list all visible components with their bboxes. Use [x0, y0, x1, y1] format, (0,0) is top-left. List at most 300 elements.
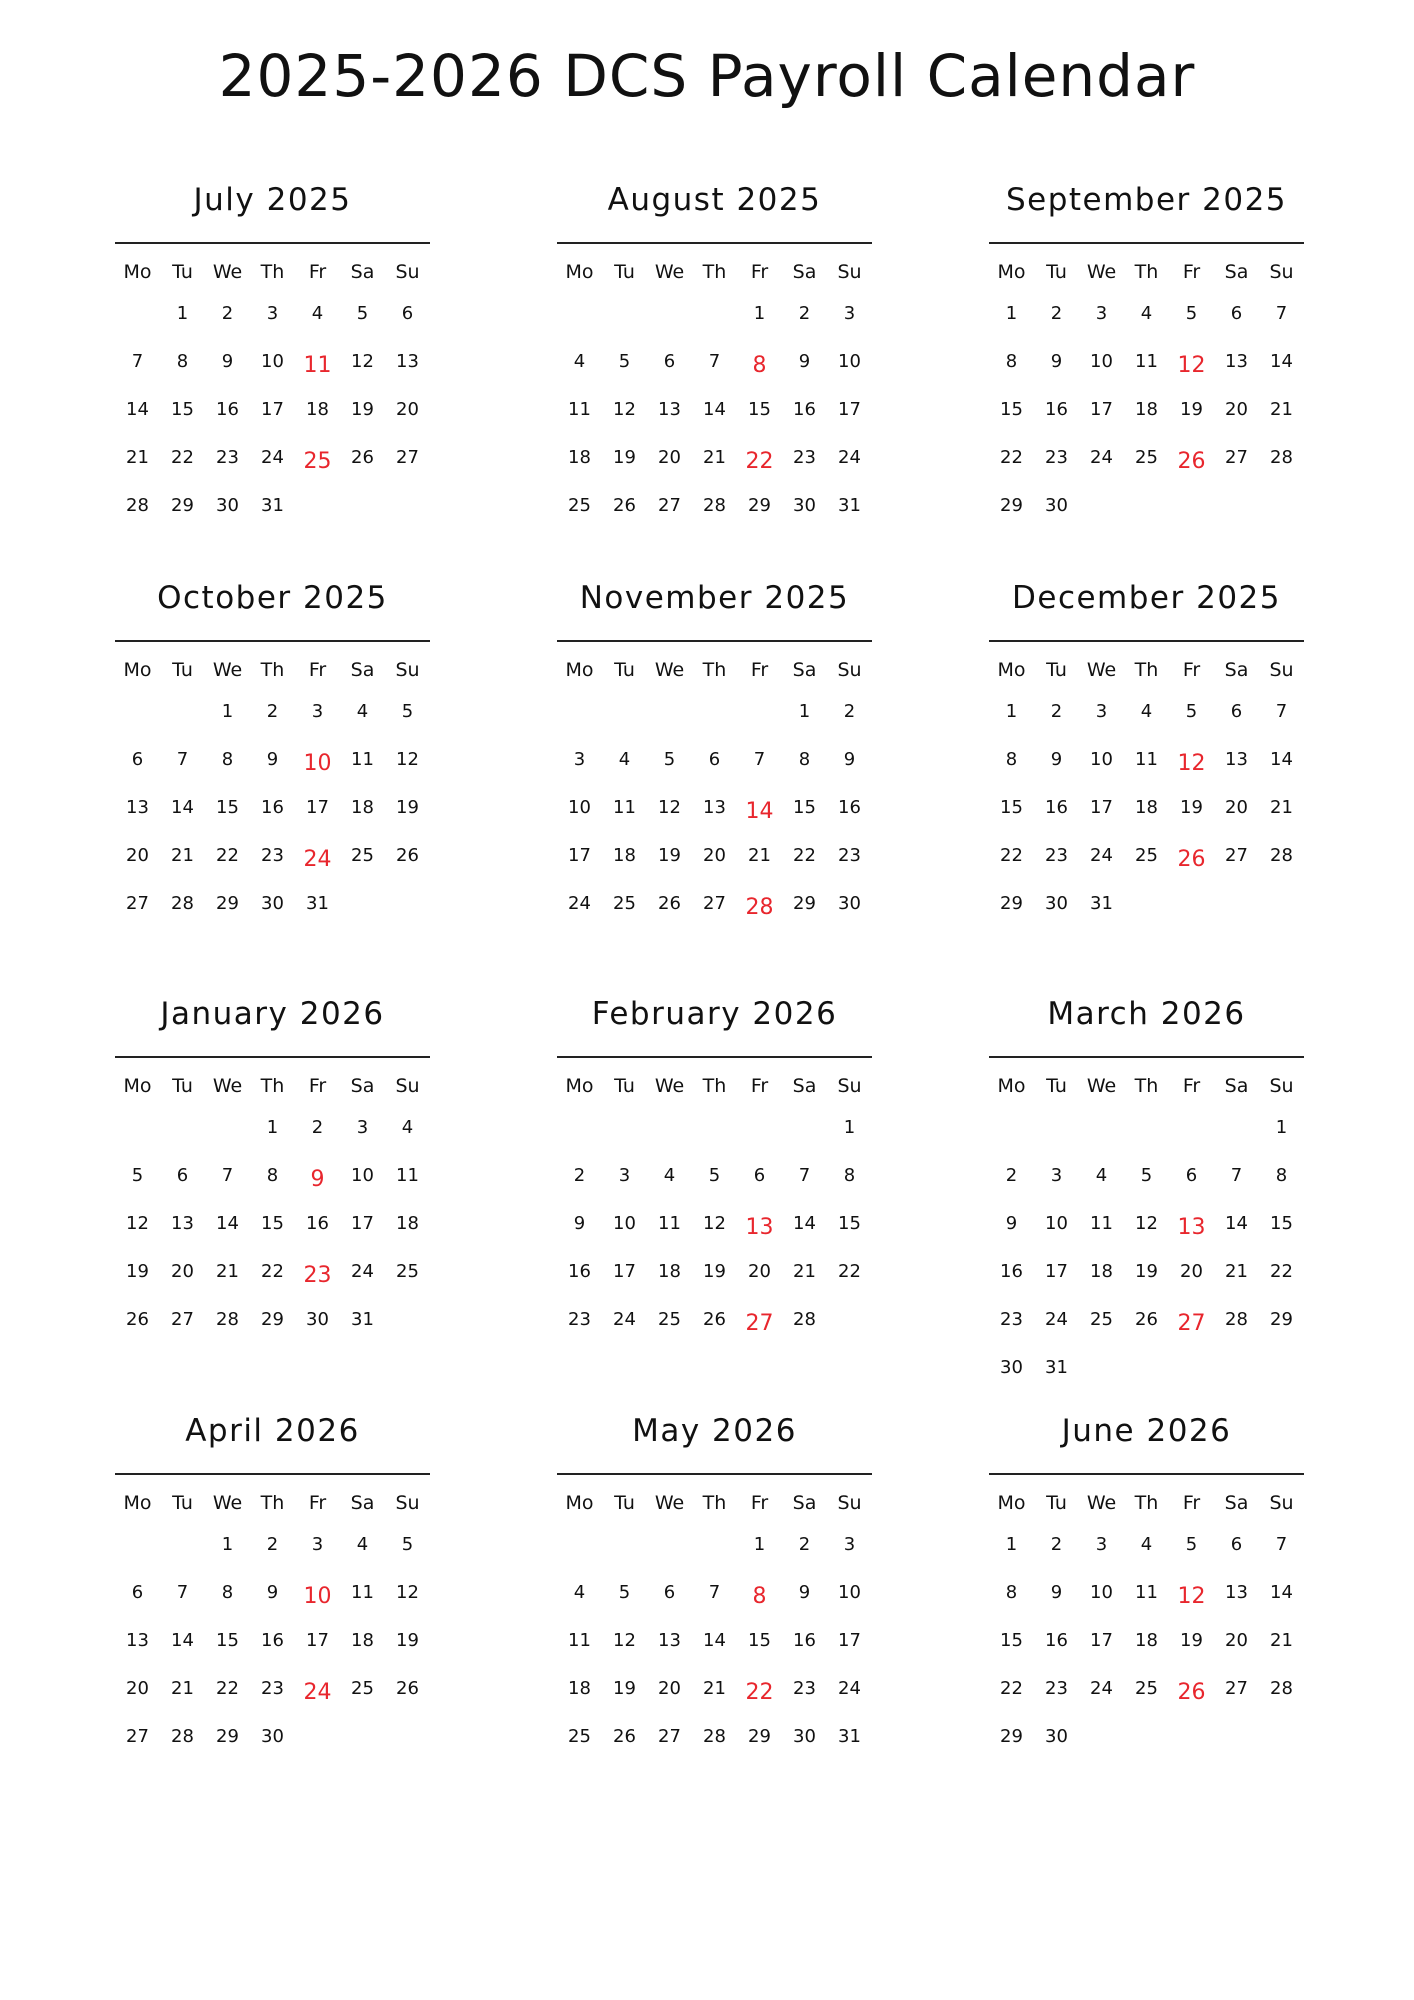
weekday-header: Su — [837, 261, 862, 283]
day-date: 24 — [838, 447, 861, 468]
day-date: 4 — [401, 1117, 414, 1138]
empty-cell — [647, 1521, 692, 1569]
day-date: 28 — [126, 495, 149, 516]
empty-cell — [115, 688, 160, 736]
empty-cell — [1034, 1104, 1079, 1152]
weekday-header: Tu — [614, 1492, 635, 1514]
weekday-header: We — [654, 261, 685, 283]
day-date: 6 — [1230, 1534, 1243, 1555]
day-date: 15 — [1000, 399, 1023, 420]
day-date: 4 — [573, 1582, 586, 1603]
day-date: 30 — [1000, 1357, 1023, 1378]
month-block — [115, 1411, 430, 1761]
weekday-header: Su — [395, 261, 420, 283]
empty-cell — [160, 688, 205, 736]
day-date: 31 — [1045, 1357, 1068, 1378]
month-divider — [989, 1473, 1304, 1475]
payday-date: 26 — [1177, 449, 1206, 474]
month-title: December 2025 — [1012, 580, 1281, 616]
weekday-header: We — [212, 1492, 243, 1514]
day-date: 6 — [663, 1582, 676, 1603]
empty-cell — [557, 688, 602, 736]
day-date: 29 — [793, 893, 816, 914]
weekday-header: Mo — [565, 1492, 594, 1514]
weekday-header: We — [1086, 659, 1117, 681]
day-date: 16 — [568, 1261, 591, 1282]
day-date: 22 — [261, 1261, 284, 1282]
day-date: 22 — [216, 845, 239, 866]
day-date: 31 — [261, 495, 284, 516]
day-date: 2 — [311, 1117, 324, 1138]
weekday-header: Sa — [350, 261, 375, 283]
day-date: 5 — [663, 749, 676, 770]
day-date: 9 — [798, 1582, 811, 1603]
empty-cell — [692, 1104, 737, 1152]
day-date: 12 — [396, 1582, 419, 1603]
day-date: 23 — [793, 447, 816, 468]
weekday-header: Su — [395, 1492, 420, 1514]
weekday-header: Fr — [750, 1492, 769, 1514]
day-date: 26 — [1135, 1309, 1158, 1330]
day-grid — [557, 254, 872, 530]
month-block — [989, 1411, 1304, 1761]
day-date: 16 — [1045, 1630, 1068, 1651]
day-date: 9 — [1005, 1213, 1018, 1234]
weekday-header: Th — [260, 1492, 285, 1514]
day-date: 11 — [1135, 749, 1158, 770]
day-date: 15 — [1270, 1213, 1293, 1234]
day-date: 8 — [176, 351, 189, 372]
day-date: 27 — [1225, 447, 1248, 468]
day-date: 24 — [261, 447, 284, 468]
day-date: 2 — [798, 303, 811, 324]
weekday-header: Su — [395, 1075, 420, 1097]
day-date: 12 — [613, 399, 636, 420]
day-date: 29 — [748, 495, 771, 516]
day-grid — [557, 1485, 872, 1761]
payday-date: 26 — [1177, 847, 1206, 872]
day-date: 24 — [1090, 1678, 1113, 1699]
empty-cell — [602, 1104, 647, 1152]
day-date: 2 — [798, 1534, 811, 1555]
day-date: 26 — [396, 845, 419, 866]
day-date: 31 — [838, 495, 861, 516]
weekday-header: Fr — [308, 1492, 327, 1514]
weekday-header: Sa — [350, 1075, 375, 1097]
day-date: 6 — [1230, 303, 1243, 324]
day-date: 1 — [221, 1534, 234, 1555]
day-date: 13 — [171, 1213, 194, 1234]
day-date: 12 — [126, 1213, 149, 1234]
day-date: 12 — [703, 1213, 726, 1234]
day-date: 26 — [703, 1309, 726, 1330]
day-date: 19 — [1180, 1630, 1203, 1651]
payday-date: 10 — [303, 751, 332, 776]
payday-date: 8 — [752, 353, 767, 378]
weekday-header: Sa — [350, 659, 375, 681]
empty-cell — [160, 1104, 205, 1152]
day-date: 3 — [843, 1534, 856, 1555]
day-date: 18 — [568, 447, 591, 468]
month-block — [115, 578, 430, 928]
day-date: 14 — [171, 797, 194, 818]
day-date: 6 — [753, 1165, 766, 1186]
day-date: 28 — [1270, 845, 1293, 866]
month-block — [989, 180, 1304, 530]
day-date: 18 — [1135, 797, 1158, 818]
day-date: 1 — [1005, 303, 1018, 324]
day-date: 15 — [1000, 1630, 1023, 1651]
day-date: 20 — [658, 447, 681, 468]
day-date: 9 — [266, 749, 279, 770]
day-date: 15 — [748, 399, 771, 420]
weekday-header: Mo — [565, 1075, 594, 1097]
weekday-header: Su — [1269, 659, 1294, 681]
day-date: 27 — [703, 893, 726, 914]
empty-cell — [160, 1521, 205, 1569]
month-block — [557, 180, 872, 530]
day-date: 10 — [261, 351, 284, 372]
day-date: 19 — [613, 447, 636, 468]
day-date: 14 — [1270, 749, 1293, 770]
day-date: 7 — [1275, 1534, 1288, 1555]
day-date: 22 — [216, 1678, 239, 1699]
weekday-header: Su — [837, 659, 862, 681]
day-date: 28 — [1225, 1309, 1248, 1330]
month-divider — [989, 1056, 1304, 1058]
weekday-header: Th — [260, 659, 285, 681]
empty-cell — [115, 1104, 160, 1152]
empty-cell — [647, 688, 692, 736]
day-date: 9 — [221, 351, 234, 372]
weekday-header: Su — [1269, 1075, 1294, 1097]
day-date: 21 — [216, 1261, 239, 1282]
day-date: 21 — [793, 1261, 816, 1282]
day-date: 2 — [266, 1534, 279, 1555]
day-date: 15 — [261, 1213, 284, 1234]
month-divider — [115, 242, 430, 244]
day-date: 13 — [396, 351, 419, 372]
day-date: 3 — [1050, 1165, 1063, 1186]
weekday-header: Th — [702, 659, 727, 681]
day-date: 18 — [1135, 399, 1158, 420]
day-date: 4 — [1095, 1165, 1108, 1186]
day-date: 21 — [703, 447, 726, 468]
day-date: 8 — [266, 1165, 279, 1186]
month-divider — [557, 242, 872, 244]
day-date: 17 — [306, 1630, 329, 1651]
weekday-header: Th — [1134, 659, 1159, 681]
day-date: 17 — [306, 797, 329, 818]
day-date: 28 — [216, 1309, 239, 1330]
empty-cell — [737, 1104, 782, 1152]
month-title: November 2025 — [579, 580, 850, 616]
day-date: 6 — [401, 303, 414, 324]
day-date: 8 — [221, 1582, 234, 1603]
day-date: 8 — [1005, 749, 1018, 770]
weekday-header: Tu — [172, 1492, 193, 1514]
day-date: 4 — [1140, 701, 1153, 722]
month-divider — [557, 1056, 872, 1058]
day-date: 30 — [793, 1726, 816, 1747]
empty-cell — [647, 290, 692, 338]
day-date: 17 — [838, 399, 861, 420]
day-date: 30 — [1045, 495, 1068, 516]
weekday-header: Mo — [997, 1075, 1026, 1097]
day-date: 1 — [1005, 701, 1018, 722]
day-date: 9 — [573, 1213, 586, 1234]
weekday-header: Su — [1269, 261, 1294, 283]
day-date: 4 — [356, 1534, 369, 1555]
day-date: 20 — [703, 845, 726, 866]
month-title: July 2025 — [193, 182, 352, 218]
day-date: 26 — [351, 447, 374, 468]
day-date: 29 — [1000, 893, 1023, 914]
weekday-header: Tu — [172, 1075, 193, 1097]
day-date: 18 — [1090, 1261, 1113, 1282]
day-date: 21 — [126, 447, 149, 468]
month-divider — [115, 640, 430, 642]
day-date: 18 — [1135, 1630, 1158, 1651]
weekday-header: We — [212, 659, 243, 681]
day-date: 8 — [1275, 1165, 1288, 1186]
weekday-header: Sa — [1224, 261, 1249, 283]
day-date: 5 — [618, 351, 631, 372]
day-date: 23 — [568, 1309, 591, 1330]
weekday-header: We — [1086, 1075, 1117, 1097]
day-date: 1 — [753, 1534, 766, 1555]
month-block — [989, 578, 1304, 928]
weekday-header: We — [212, 261, 243, 283]
weekday-header: We — [654, 1492, 685, 1514]
weekday-header: Mo — [565, 261, 594, 283]
day-date: 4 — [573, 351, 586, 372]
day-date: 24 — [1090, 447, 1113, 468]
day-date: 29 — [216, 893, 239, 914]
day-date: 28 — [1270, 1678, 1293, 1699]
day-date: 6 — [131, 1582, 144, 1603]
day-grid — [989, 254, 1304, 530]
day-date: 27 — [171, 1309, 194, 1330]
month-title: April 2026 — [185, 1413, 360, 1449]
day-date: 7 — [1230, 1165, 1243, 1186]
day-date: 1 — [266, 1117, 279, 1138]
day-date: 19 — [1180, 797, 1203, 818]
month-block — [115, 180, 430, 530]
empty-cell — [205, 1104, 250, 1152]
day-date: 14 — [1270, 351, 1293, 372]
weekday-header: Su — [837, 1075, 862, 1097]
month-title: September 2025 — [1005, 182, 1288, 218]
weekday-header: We — [654, 1075, 685, 1097]
day-date: 6 — [708, 749, 721, 770]
day-date: 25 — [396, 1261, 419, 1282]
day-date: 19 — [396, 1630, 419, 1651]
day-date: 15 — [216, 1630, 239, 1651]
day-date: 3 — [266, 303, 279, 324]
day-date: 17 — [1090, 797, 1113, 818]
weekday-header: Fr — [1182, 659, 1201, 681]
weekday-header: Fr — [1182, 261, 1201, 283]
month-title: January 2026 — [160, 996, 385, 1032]
empty-cell — [737, 688, 782, 736]
day-date: 4 — [1140, 303, 1153, 324]
day-date: 15 — [216, 797, 239, 818]
day-date: 31 — [1090, 893, 1113, 914]
day-grid — [115, 254, 430, 530]
day-date: 7 — [1275, 701, 1288, 722]
day-date: 30 — [261, 893, 284, 914]
day-date: 16 — [793, 1630, 816, 1651]
day-date: 10 — [568, 797, 591, 818]
day-date: 21 — [1270, 1630, 1293, 1651]
day-date: 16 — [1000, 1261, 1023, 1282]
day-date: 9 — [843, 749, 856, 770]
day-date: 5 — [1140, 1165, 1153, 1186]
day-date: 7 — [708, 1582, 721, 1603]
weekday-header: Mo — [997, 659, 1026, 681]
day-date: 24 — [1090, 845, 1113, 866]
day-date: 3 — [843, 303, 856, 324]
day-date: 22 — [1000, 447, 1023, 468]
day-date: 5 — [131, 1165, 144, 1186]
day-date: 19 — [703, 1261, 726, 1282]
day-date: 12 — [351, 351, 374, 372]
weekday-header: Mo — [123, 1492, 152, 1514]
day-date: 7 — [131, 351, 144, 372]
empty-cell — [647, 1104, 692, 1152]
day-date: 1 — [753, 303, 766, 324]
day-date: 3 — [1095, 303, 1108, 324]
payday-date: 22 — [745, 449, 774, 474]
day-date: 2 — [573, 1165, 586, 1186]
day-date: 24 — [613, 1309, 636, 1330]
day-date: 3 — [311, 701, 324, 722]
day-date: 8 — [1005, 351, 1018, 372]
weekday-header: Su — [837, 1492, 862, 1514]
day-date: 16 — [216, 399, 239, 420]
day-date: 17 — [838, 1630, 861, 1651]
day-date: 5 — [1185, 1534, 1198, 1555]
day-date: 2 — [1050, 701, 1063, 722]
day-date: 10 — [838, 1582, 861, 1603]
day-date: 25 — [1135, 447, 1158, 468]
month-title: June 2026 — [1061, 1413, 1232, 1449]
empty-cell — [782, 1104, 827, 1152]
month-divider — [115, 1473, 430, 1475]
day-date: 7 — [753, 749, 766, 770]
payday-date: 27 — [1177, 1311, 1206, 1336]
day-date: 14 — [703, 1630, 726, 1651]
weekday-header: Fr — [750, 659, 769, 681]
month-divider — [557, 1473, 872, 1475]
day-date: 20 — [1180, 1261, 1203, 1282]
day-date: 29 — [1000, 495, 1023, 516]
day-date: 19 — [613, 1678, 636, 1699]
empty-cell — [602, 1521, 647, 1569]
day-date: 31 — [838, 1726, 861, 1747]
day-date: 5 — [401, 701, 414, 722]
weekday-header: Th — [702, 1075, 727, 1097]
weekday-header: We — [1086, 261, 1117, 283]
day-date: 14 — [793, 1213, 816, 1234]
day-date: 4 — [618, 749, 631, 770]
weekday-header: Th — [1134, 1075, 1159, 1097]
day-date: 11 — [568, 1630, 591, 1651]
day-date: 20 — [171, 1261, 194, 1282]
day-date: 28 — [793, 1309, 816, 1330]
day-date: 16 — [261, 797, 284, 818]
day-date: 21 — [748, 845, 771, 866]
day-date: 9 — [1050, 749, 1063, 770]
day-date: 5 — [618, 1582, 631, 1603]
day-date: 11 — [613, 797, 636, 818]
day-date: 11 — [1090, 1213, 1113, 1234]
day-date: 23 — [216, 447, 239, 468]
day-date: 2 — [1005, 1165, 1018, 1186]
day-date: 13 — [1225, 1582, 1248, 1603]
month-block — [557, 1411, 872, 1761]
month-block — [115, 994, 430, 1344]
day-date: 2 — [1050, 1534, 1063, 1555]
weekday-header: Tu — [172, 261, 193, 283]
day-date: 20 — [126, 1678, 149, 1699]
day-date: 4 — [663, 1165, 676, 1186]
day-date: 25 — [568, 495, 591, 516]
weekday-header: Mo — [123, 1075, 152, 1097]
day-date: 5 — [1185, 701, 1198, 722]
weekday-header: Mo — [997, 261, 1026, 283]
day-date: 12 — [396, 749, 419, 770]
day-date: 1 — [798, 701, 811, 722]
empty-cell — [602, 290, 647, 338]
day-grid — [115, 1485, 430, 1761]
day-date: 25 — [658, 1309, 681, 1330]
day-grid — [989, 1485, 1304, 1761]
day-date: 8 — [843, 1165, 856, 1186]
day-date: 16 — [306, 1213, 329, 1234]
empty-cell — [115, 290, 160, 338]
day-date: 9 — [798, 351, 811, 372]
day-date: 18 — [613, 845, 636, 866]
day-date: 19 — [658, 845, 681, 866]
day-date: 16 — [793, 399, 816, 420]
day-date: 27 — [126, 1726, 149, 1747]
day-date: 18 — [396, 1213, 419, 1234]
day-date: 26 — [126, 1309, 149, 1330]
day-grid — [115, 1068, 430, 1344]
weekday-header: Th — [702, 1492, 727, 1514]
day-date: 3 — [573, 749, 586, 770]
day-date: 6 — [1185, 1165, 1198, 1186]
day-grid — [557, 1068, 872, 1344]
weekday-header: Sa — [792, 1075, 817, 1097]
day-date: 14 — [171, 1630, 194, 1651]
day-date: 25 — [1135, 1678, 1158, 1699]
day-date: 16 — [838, 797, 861, 818]
day-date: 2 — [1050, 303, 1063, 324]
day-date: 27 — [126, 893, 149, 914]
day-date: 5 — [401, 1534, 414, 1555]
day-date: 10 — [1090, 1582, 1113, 1603]
day-date: 19 — [1180, 399, 1203, 420]
day-date: 16 — [1045, 797, 1068, 818]
weekday-header: Th — [1134, 1492, 1159, 1514]
day-date: 16 — [1045, 399, 1068, 420]
day-date: 20 — [658, 1678, 681, 1699]
weekday-header: Sa — [350, 1492, 375, 1514]
payday-date: 12 — [1177, 1584, 1206, 1609]
